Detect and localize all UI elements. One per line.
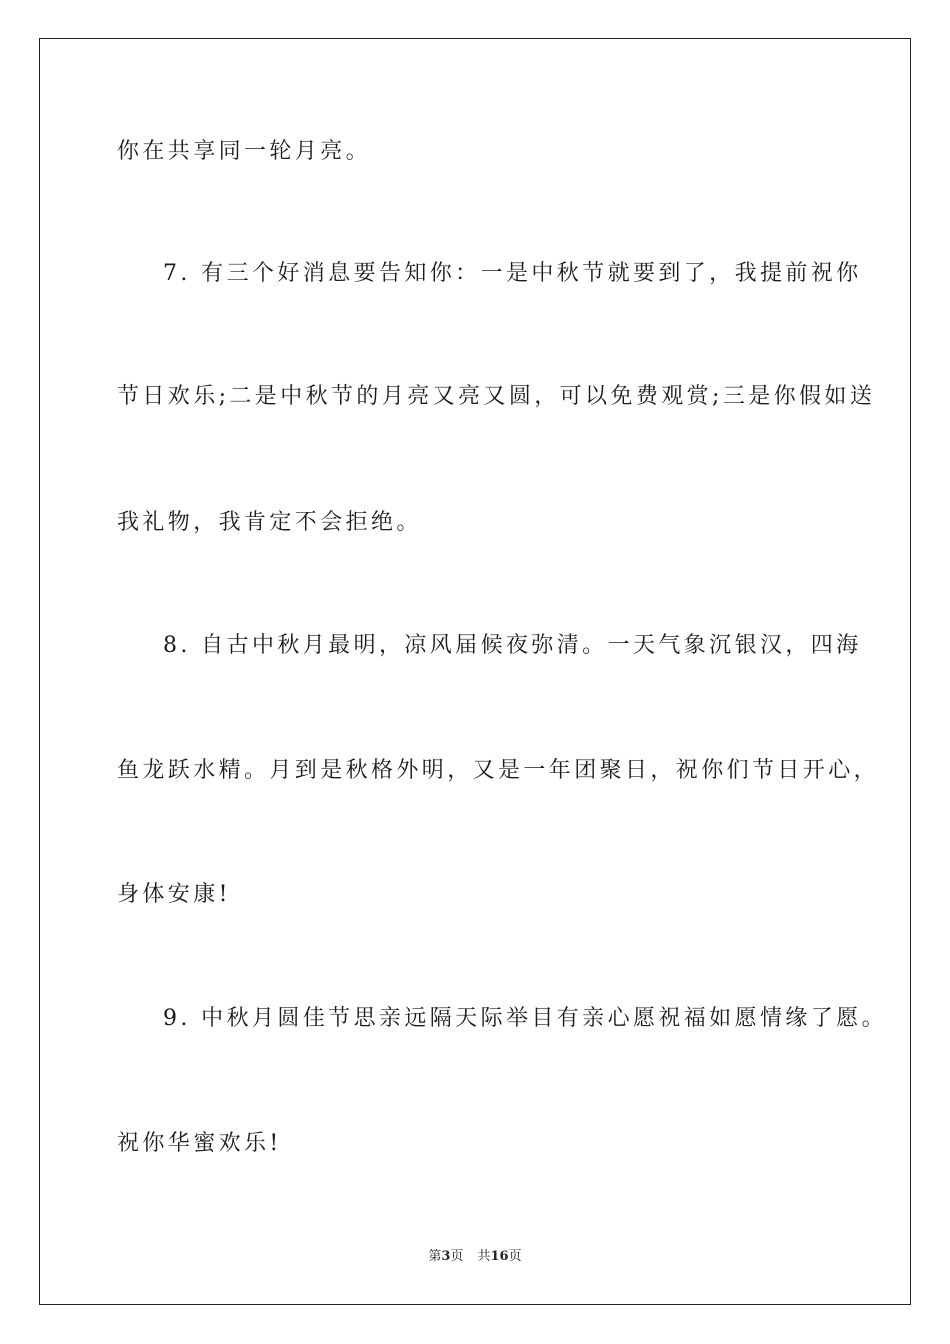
text-line-3: 节日欢乐;二是中秋节的月亮又亮又圆，可以免费观赏;三是你假如送 — [117, 384, 876, 409]
text-line-5: 8. 自古中秋月最明，凉风届候夜弥清。一天气象沉银汉，四海 — [163, 633, 862, 658]
text-line-4: 我礼物，我肯定不会拒绝。 — [117, 510, 422, 535]
page-footer — [0, 1248, 950, 1266]
text-line-6: 鱼龙跃水精。月到是秋格外明，又是一年团聚日，祝你们节日开心， — [117, 758, 880, 783]
text-line-8: 9. 中秋月圆佳节思亲远隔天际举目有亲心愿祝福如愿情缘了愿。 — [163, 1006, 887, 1031]
text-line-7: 身体安康! — [117, 882, 231, 907]
total-prefix: 共 — [477, 1249, 491, 1264]
text-line-1: 你在共享同一轮月亮。 — [117, 139, 372, 164]
page-frame — [39, 38, 911, 1305]
text-line-2: 7. 有三个好消息要告知你：一是中秋节就要到了，我提前祝你 — [163, 261, 862, 286]
total-suffix: 页 — [508, 1249, 522, 1264]
text-line-9: 祝你华蜜欢乐! — [117, 1131, 282, 1156]
total-page-number: 16 — [490, 1249, 509, 1264]
current-page-number: 3 — [441, 1249, 451, 1264]
page-prefix: 第 — [428, 1249, 442, 1264]
page-suffix: 页 — [450, 1249, 464, 1264]
